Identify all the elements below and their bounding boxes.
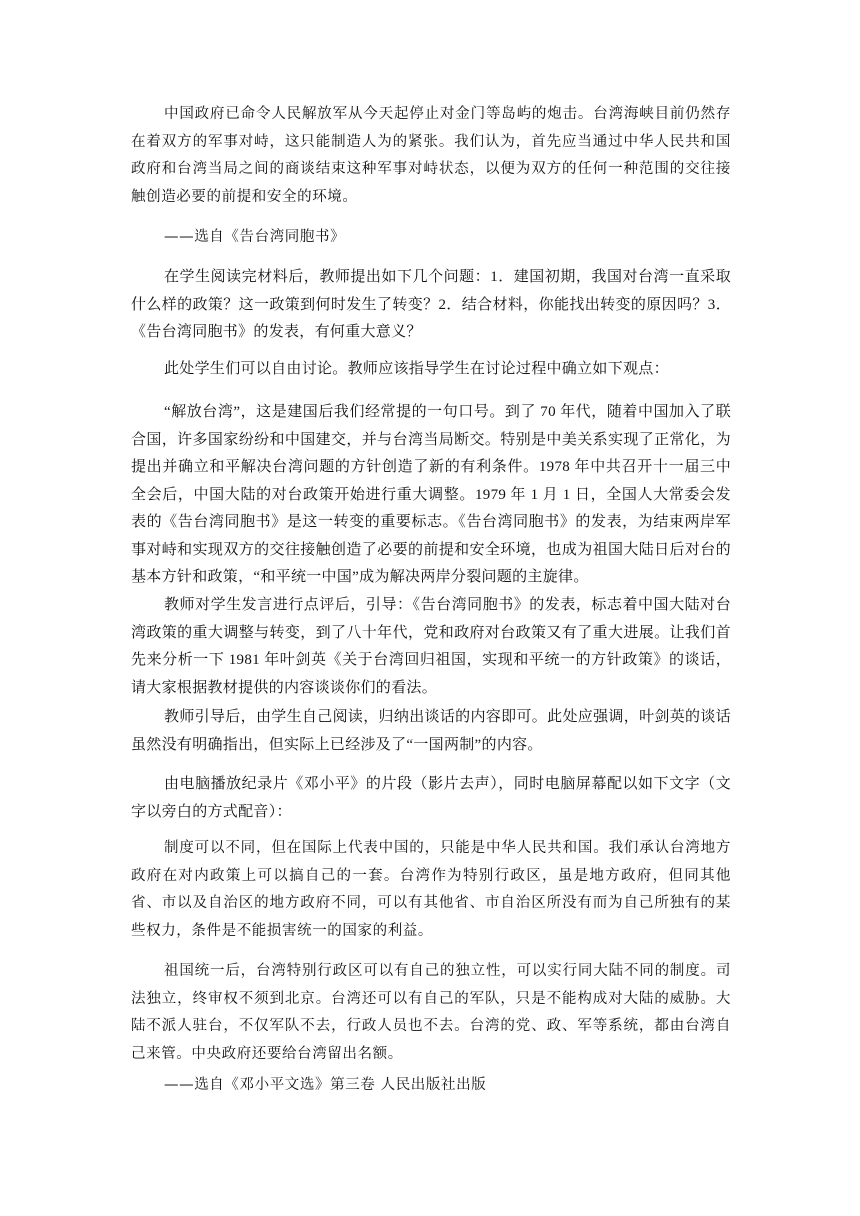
quote-paragraph-one-country: 制度可以不同，但在国际上代表中国的，只能是中华人民共和国。我们承认台湾地方政府在对内政策上可以搞自己的一套。台湾作为特别行政区，虽是地方政府，但同其他省、市以及自治区的地方政府不同，可以有其他省、市自治区所没有而为自己所独有的某些权力，条件是不能损害统一的国家的利益。 (131, 840, 731, 939)
quote-paragraph-reunification: 祖国统一后，台湾特别行政区可以有自己的独立性，可以实行同大陆不同的制度。司法独立，终审权不须到北京。台湾还可以有自己的军队，只是不能构成对大陆的威胁。大陆不派人驻台，不仅军队不去，行政人员也不去。台湾的党、政、军等系统，都由台湾自己来管。中央政府还要给台湾留出名额。 (131, 963, 731, 1062)
discussion-intro-paragraph: 此处学生们可以自由讨论。教师应该指导学生在讨论过程中确立如下观点： (164, 361, 669, 377)
teacher-comment-paragraph: 教师对学生发言进行点评后，引导：《告台湾同胞书》的发表，标志着中国大陆对台湾政策的重大调整与转变，到了八十年代，党和政府对台政策又有了重大进展。让我们首先来分析一下 1981 年叶剑英《关于台湾回归祖国，实现和平统一的方针政策》的谈话，请大家根据教材提供的内容谈谈你们的看法。 (131, 597, 731, 696)
quote-source-deng-xiaoping: ——选自《邓小平文选》第三卷 人民出版社出版 (164, 1077, 487, 1093)
quote-paragraph-cross-strait: 中国政府已命令人民解放军从今天起停止对金门等岛屿的炮击。台湾海峡目前仍然存在着双方的军事对峙，这只能制造人为的紧张。我们认为，首先应当通过中华人民共和国政府和台湾当局之间的商谈结束这种军事对峙状态，以便为双方的任何一种范围的交往接触创造必要的前提和安全的环境。 (131, 106, 731, 205)
policy-change-paragraph: “解放台湾”，这是建国后我们经常提的一句口号。到了 70 年代，随着中国加入了联合国，许多国家纷纷和中国建交，并与台湾当局断交。特别是中美关系实现了正常化，为提出并确立和平解决台湾问题的方针创造了新的有利条件。1978 年中共召开十一届三中全会后，中国大陆的对台政策开始进行重大调整。1979 年 1 月 1 日，全国人大常委会发表的《告台湾同胞书》是这一转变的重要标志。《告台湾同胞书》的发表，为结束两岸军事对峙和实现双方的交往接触创造了必要的前提和安全环境，也成为祖国大陆日后对台的基本方针和政策，“和平统一中国”成为解决两岸分裂问题的主旋律。 (131, 404, 731, 585)
documentary-intro-paragraph: 由电脑播放纪录片《邓小平》的片段（影片去声），同时电脑屏幕配以如下文字（文字以旁白的方式配音）： (131, 776, 731, 820)
quote-source-message-to-compatriots: ——选自《告台湾同胞书》 (164, 229, 346, 245)
reading-guidance-paragraph: 教师引导后，由学生自己阅读，归纳出谈话的内容即可。此处应强调，叶剑英的谈话虽然没有明确指出，但实际上已经涉及了“一国两制”的内容。 (131, 709, 731, 753)
teacher-questions-paragraph: 在学生阅读完材料后，教师提出如下几个问题：1．建国初期，我国对台湾一直采取什么样的政策？这一政策到何时发生了转变？2．结合材料，你能找出转变的原因吗？3．《告台湾同胞书》的发表，有何重大意义？ (131, 269, 731, 340)
